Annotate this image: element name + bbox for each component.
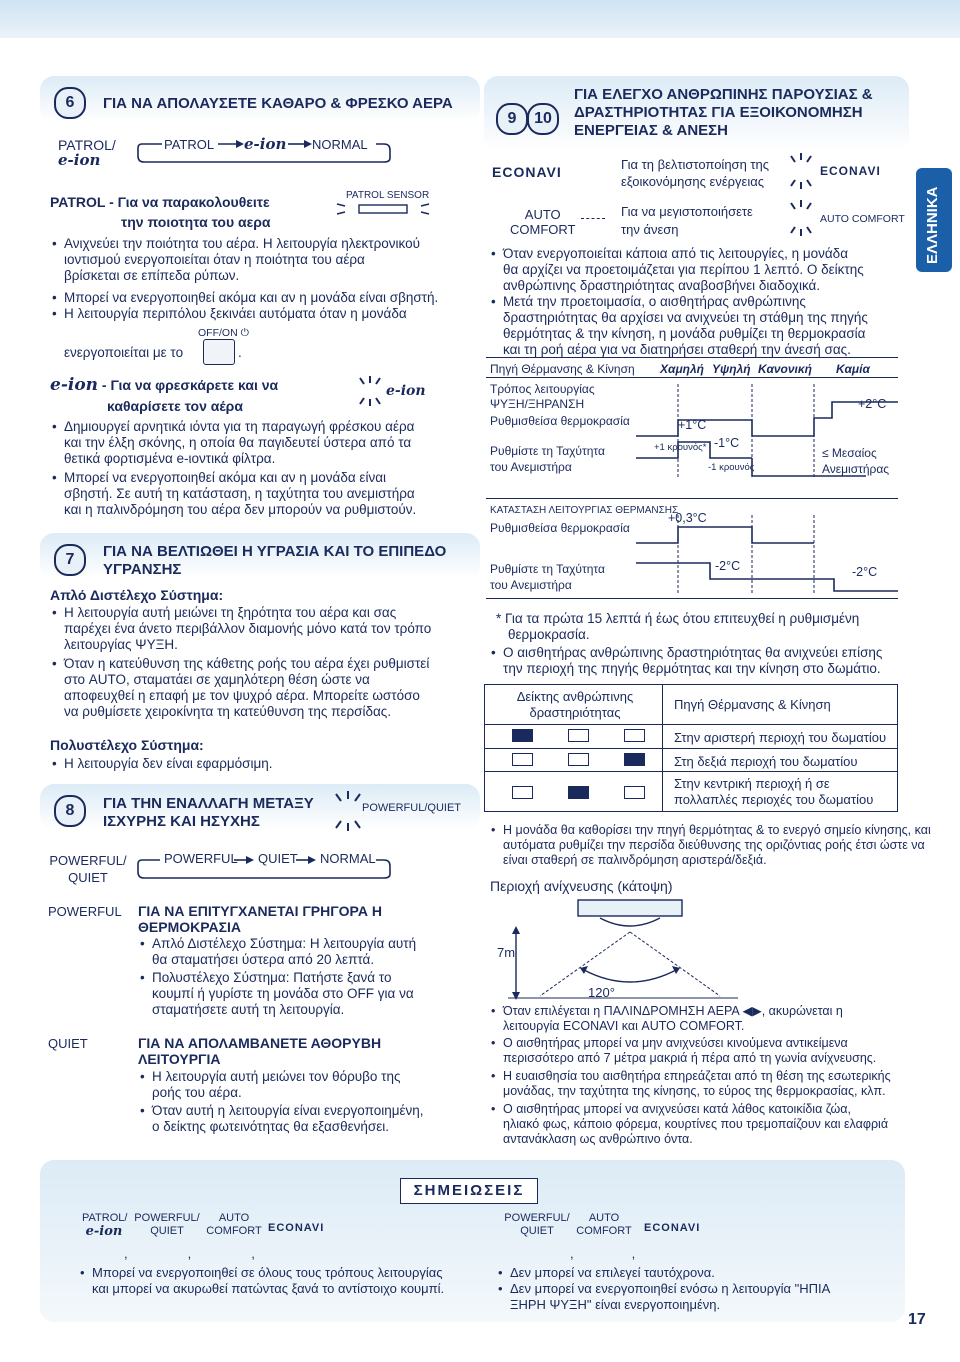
- seq-powerful: POWERFUL: [164, 851, 238, 866]
- notes-label-econavi-right: ECONAVI: [644, 1222, 701, 1234]
- eion-heading-line2: καθαρίσετε τον αέρα: [107, 398, 243, 414]
- cool-set-temp-label: Ρυθμισθείσα θερμοκρασία: [490, 414, 630, 428]
- quiet-bullet-2: • Όταν αυτή η λειτουργία είναι ενεργοποιημένη, ο δείκτης φωτεινότητας θα εξασθενήσει.: [152, 1103, 424, 1135]
- econavi-logo: ECONAVI: [492, 164, 562, 180]
- powerful-title: ΓΙΑ ΝΑ ΕΠΙΤΥΓΧΑΝΕΤΑΙ ΓΡΗΓΟΡΑ Η ΘΕΡΜΟΚΡΑΣΙΑ: [138, 903, 382, 935]
- table-top-line: [486, 357, 898, 358]
- cool-mode-label: Τρόπος λειτουργίας ΨΥΞΗ/ΞΗΡΑΝΣΗ: [490, 382, 595, 411]
- cool-medium-fan: ≤ Μεσαίος Ανεμιστήρας: [822, 446, 890, 476]
- indicator-center-lamp-3: [624, 786, 645, 799]
- section-8-number: 8: [54, 795, 86, 827]
- section-9-number: 9: [496, 103, 528, 135]
- indicator-left-lamp-3: [624, 729, 645, 742]
- powerful-quiet-button-label: POWERFUL/ QUIET: [49, 853, 127, 885]
- section-7-number: 7: [54, 544, 86, 576]
- ind-line-3: [484, 771, 897, 772]
- eion-indicator-label: e-ion: [386, 383, 426, 399]
- level-none: Καμία: [836, 362, 870, 376]
- patrol-eion-button-label: PATROL/ e-ion: [58, 137, 116, 169]
- table-bottom-line: [486, 598, 898, 599]
- period: .: [238, 345, 242, 360]
- indicator-row-right: Στη δεξιά περιοχή του δωματίου: [674, 754, 858, 769]
- indicator-left-lamp-2: [568, 729, 589, 742]
- patrol-bullet-3: • Η λειτουργία περιπόλου ξεκινάει αυτόματα όταν η μονάδα: [64, 306, 407, 322]
- table-footnote: * Για τα πρώτα 15 λεπτά ή έως ότου επιτευχθεί η ρυθμισμένη θερμοκρασία.: [496, 611, 860, 642]
- eion-bullet-1: • Δημιουργεί αρνητικά ιόντα για τη παραγωγή φρέσκου αέρα και την έλξη σκόνης, η οποία θα παγιδευτεί ύστερα από τα θετικά φορτισμένα e-ιοντικά φίλτρα.: [64, 419, 415, 467]
- offon-label: OFF/ON ⏻: [198, 327, 249, 339]
- top-banner: [0, 0, 960, 38]
- section-9-10-title: ΓΙΑ ΕΛΕΓΧΟ ΑΝΘΡΩΠΙΝΗΣ ΠΑΡΟΥΣΙΑΣ & ΔΡΑΣΤΗΡΙΟΤΗΤΑΣ ΓΙΑ ΕΞΟΙΚΟΝΟΜΗΣΗ ΕΝΕΡΓΕΙΑΣ & ΑΝΕΣΗ: [574, 86, 873, 139]
- s910-bullet-3: • Ο αισθητήρας ανθρώπινης δραστηριότητας θα ανιχνεύει επίσης την περιοχή της πηγής θερμότητας και την κίνηση στο δωμάτιο.: [503, 645, 882, 677]
- s910-bullet-5: • Όταν επιλέγεται η ΠΑΛΙΝΔΡΟΜΗΣΗ ΑΕΡΑ ◀▶, ακυρώνεται η λειτουργία ECONAVI και AUTO COMFORT.: [503, 1004, 843, 1034]
- detection-area-heading: Περιοχή ανίχνευσης (κάτοψη): [490, 878, 673, 894]
- level-low: Χαμηλή: [660, 362, 705, 376]
- powerful-bullet-1: • Απλό Διστέλεχο Σύστημα: Η λειτουργία αυτή θα σταματήσει ύστερα από 20 λεπτά.: [152, 936, 416, 968]
- quiet-title: ΓΙΑ ΝΑ ΑΠΟΛΑΜΒΑΝΕΤΕ ΑΘΟΡΥΒΗ ΛΕΙΤΟΥΡΓΙΑ: [138, 1035, 382, 1067]
- table-mid-line: [486, 498, 898, 499]
- patrol-sensor-lamp-icon: [335, 200, 431, 218]
- notes-label-econavi: ECONAVI: [268, 1222, 325, 1234]
- notes-label-auto: AUTO COMFORT: [206, 1212, 262, 1237]
- table-header-line: [486, 377, 898, 378]
- cool-plus1-step: +1 κρουνός*: [654, 442, 707, 453]
- notes-label-powerful: POWERFUL/ QUIET: [134, 1212, 200, 1237]
- section-7-title: ΓΙΑ ΝΑ ΒΕΛΤΙΩΘΕΙ Η ΥΓΡΑΣΙΑ ΚΑΙ ΤΟ ΕΠΙΠΕΔΟ ΥΓΡΑΝΣΗΣ: [103, 543, 447, 578]
- patrol-bullet-2: • Μπορεί να ενεργοποιηθεί ακόμα και αν η μονάδα είναι σβηστή.: [64, 290, 438, 306]
- seq-patrol: PATROL: [164, 137, 215, 152]
- patrol-bullet-3-cont: ενεργοποιείται με το: [64, 345, 184, 360]
- auto-comfort-lamp-icon: [786, 199, 816, 237]
- notes-label-patrol: PATROL/ e-ion: [82, 1212, 128, 1239]
- cool-fan-speed-label: Ρυθμίστε τη Ταχύτητα του Ανεμιστήρα: [490, 444, 605, 474]
- patrol-heading-line2: την ποιοτητα του αερα: [121, 214, 271, 230]
- notes-label-powerful-right: POWERFUL/ QUIET: [504, 1212, 570, 1237]
- indicator-header-left: Δείκτης ανθρώπινης δραστηριότητας: [516, 689, 634, 720]
- quiet-bullet-1: • Η λειτουργία αυτή μειώνει τον θόρυβο της ροής του αέρα.: [152, 1069, 401, 1101]
- econavi-description: Για τη βελτιστοποίηση της εξοικονόμησης ενέργειας: [621, 157, 770, 189]
- indicator-header-right: Πηγή Θέρμανσης & Κίνηση: [674, 697, 831, 712]
- indicator-right-lamp-2: [568, 753, 589, 766]
- level-high: Υψηλή: [712, 362, 751, 376]
- powerful-quiet-lamp-icon: [330, 790, 366, 832]
- s910-bullet-2: • Μετά την προετοιμασία, ο αισθητήρας ανθρώπινης δραστηριότητας θα αρχίσει να ανιχνεύει τη στάθμη της πηγής θερμότητας & την κίνηση, η μονάδα ρυθμίζει τη θερμοκρασία και τη ροή αέρα για να διατηρήσει σταθερή την άνεσή σας.: [503, 294, 868, 358]
- patrol-heading: PATROL - Για να παρακολουθειτε: [50, 194, 270, 210]
- indicator-right-lamp-1: [512, 753, 533, 766]
- ind-line-1: [484, 724, 897, 725]
- econavi-indicator-label: ECONAVI: [820, 164, 881, 178]
- seq-normal: NORMAL: [312, 137, 368, 152]
- heat-set-temp-label: Ρυθμισθείσα θερμοκρασία: [490, 521, 630, 535]
- section-6-title: ΓΙΑ ΝΑ ΑΠΟΛΑΥΣΕΤΕ ΚΑΘΑΡΟ & ΦΡΕΣΚΟ ΑΕΡΑ: [103, 95, 453, 112]
- page-number: 17: [908, 1311, 926, 1328]
- notes-left-bullet: • Μπορεί να ενεργοποιηθεί σε όλους τους τρόπους λειτουργίας και μπορεί να ακυρωθεί πατώντας ξανά το αντίστοιχο κουμπί.: [92, 1265, 444, 1297]
- s910-bullet-4: • Η μονάδα θα καθορίσει την πηγή θερμότητας & το ενεργό σημείο κίνησης, και αυτόματα ρυθμίζει την περσίδα διεύθυνσης της οριζόντιας ροής έτσι ώστε να είναι σταθερή σε παλινδρόμηση αριστερά/δεξιά.: [503, 823, 931, 868]
- notes-label-auto-right: AUTO COMFORT: [576, 1212, 632, 1237]
- eion-heading: e-ion - Για να φρεσκάρετε και να: [50, 375, 279, 395]
- auto-comfort-indicator-label: AUTO COMFORT: [820, 213, 905, 225]
- s910-bullet-6: • Ο αισθητήρας μπορεί να μην ανιχνεύσει κινούμενα αντικείμενα περισσότερο από 7 μέτρα μακριά ή πέρα από τη γωνία ανίχνευσης.: [503, 1036, 876, 1066]
- detection-distance: 7m: [497, 945, 516, 960]
- heat-minus2b: -2°C: [852, 565, 878, 579]
- cool-plus2: +2°C: [858, 397, 887, 411]
- s910-bullet-1: • Όταν ενεργοποιείται κάποια από τις λειτουργίες, η μονάδα θα αρχίζει να προετοιμάζεται για περίπου 1 λεπτό. Ο δείκτης ανθρώπινης δραστηριότητας αναβοσβήνει διαδοχικά.: [503, 246, 864, 294]
- heat-mode-label: ΚΑΤΑΣΤΑΣΗ ΛΕΙΤΟΥΡΓΙΑΣ ΘΕΡΜΑΝΣΗΣ: [490, 505, 679, 516]
- table-header: Πηγή Θέρμανσης & Κίνηση: [490, 362, 635, 376]
- auto-description: Για να μεγιστοποιήσετε την άνεση: [621, 204, 753, 237]
- heat-minus2a: -2°C: [715, 559, 741, 573]
- section-8-title: ΓΙΑ ΤΗΝ ΕΝΑΛΛΑΓΗ ΜΕΤΑΞΥ ΙΣΧΥΡΗΣ ΚΑΙ ΗΣΥΧΗΣ: [103, 795, 314, 830]
- s910-bullet-8: • Ο αισθητήρας μπορεί να ανιχνεύσει κατά λάθος κατοικίδια ζώα, ηλιακό φως, κάποιο φόρεμα, κουρτίνες που τρεμοπαίζουν και ελαφριά αντανάκλαση ως ανθρώπινο όντα.: [503, 1102, 888, 1147]
- powerful-label: POWERFUL: [48, 904, 122, 919]
- indicator-left-lamp-1: [512, 729, 533, 742]
- heat-plus03: +0,3°C: [668, 511, 707, 525]
- level-normal: Κανονική: [758, 362, 813, 376]
- heat-fan-speed-label: Ρυθμίστε τη Ταχύτητα του Ανεμιστήρα: [490, 562, 605, 592]
- offon-button-icon: [203, 339, 235, 365]
- indicator-row-center: Στην κεντρική περιοχή ή σε πολλαπλές περιοχές του δωματίου: [674, 776, 874, 807]
- notes-commas-right: ,,: [570, 1246, 694, 1261]
- section-10-number: 10: [527, 103, 559, 135]
- seq-eion: e-ion: [244, 135, 287, 153]
- notes-right-bullet-2: • Δεν μπορεί να ενεργοποιηθεί ενόσω η λειτουργία "ΗΠΙΑ ΞΗΡΗ ΨΥΞΗ" είναι ενεργοποιημένη.: [510, 1281, 830, 1313]
- notes-commas-left: ,,,: [124, 1246, 315, 1261]
- simple-system-heading: Απλό Διστέλεχο Σύστημα:: [50, 587, 224, 603]
- patrol-sensor-label: PATROL SENSOR: [346, 190, 430, 201]
- notes-right-bullet-1: • Δεν μπορεί να επιλεγεί ταυτόχρονα.: [510, 1265, 715, 1281]
- auto-comfort-label: AUTO COMFORT: [510, 207, 576, 237]
- cool-plus1: +1°C: [678, 418, 707, 432]
- multi-bullet-1: • Η λειτουργία δεν είναι εφαρμόσιμη.: [64, 756, 273, 772]
- auto-dashed-link: [581, 218, 605, 219]
- language-sidebar: ΕΛΛΗΝΙΚΑ: [916, 168, 952, 272]
- detection-area-diagram: [488, 898, 778, 1002]
- indicator-row-left: Στην αριστερή περιοχή του δωματίου: [674, 730, 887, 745]
- simple-bullet-2: • Όταν η κατεύθυνση της κάθετης ροής του αέρα έχει ρυθμιστεί στο AUTO, σταματάει σε χαμηλότερη θέση ώστε να αποφευχθεί η επαφή με τον ψυχρό αέρα. Μπορείτε ωστόσο να ρυθμίσετε χειροκίνητα τη κατεύθυνση της περσίδας.: [64, 656, 429, 720]
- cool-minus1-step: -1 κρουνός: [708, 462, 755, 473]
- detection-angle: 120°: [588, 985, 615, 1000]
- powerful-quiet-label: POWERFUL/QUIET: [362, 802, 462, 814]
- powerful-bullet-2: • Πολυστέλεχο Σύστημα: Πατήστε ξανά το κουμπί ή γυρίστε τη μονάδα στο OFF για να σταματήσετε αυτή τη λειτουργία.: [152, 970, 414, 1018]
- patrol-bullet-1: • Ανιχνεύει την ποιότητα του αέρα. Η λειτουργία ηλεκτρονικού ιοντισμού ενεργοποιείται όταν η ποιότητα του αέρα βρίσκεται σε επίπεδα ρύπων.: [64, 236, 420, 284]
- seq-normal-8: NORMAL: [320, 851, 376, 866]
- eion-lamp-icon: [354, 376, 390, 406]
- simple-bullet-1: • Η λειτουργία αυτή μειώνει τη ξηρότητα του αέρα και σας παρέχει ένα άνετο περιβάλλον διαμονής μόνο κατά τον τρόπο λειτουργίας ΨΥΞΗ.: [64, 605, 431, 653]
- cool-minus1: -1°C: [714, 436, 740, 450]
- quiet-label: QUIET: [48, 1036, 88, 1051]
- seq-quiet: QUIET: [258, 851, 298, 866]
- section-6-number: 6: [54, 87, 86, 119]
- notes-title: ΣΗΜΕΙΩΣΕΙΣ: [400, 1178, 538, 1204]
- econavi-lamp-icon: [786, 152, 816, 190]
- ind-line-2: [484, 748, 897, 749]
- heat-temp-step-graph: [636, 515, 902, 595]
- multi-system-heading: Πολυστέλεχο Σύστημα:: [50, 737, 204, 753]
- indicator-center-lamp-1: [512, 786, 533, 799]
- indicator-right-lamp-3: [624, 753, 645, 766]
- eion-bullet-2: • Μπορεί να ενεργοποιηθεί ακόμα και αν η μονάδα είναι σβηστή. Σε αυτή τη κατάσταση, η ταχύτητα του ανεμιστήρα και η παλινδρόμηση του αέρα δεν μπορούν να ρυθμιστούν.: [64, 470, 416, 518]
- indicator-center-lamp-2: [568, 786, 589, 799]
- s910-bullet-7: • Η ευαισθησία του αισθητήρα επηρεάζεται από τη θέση της εσωτερικής μονάδας, την ταχύτητα της κίνησης, το εύρος της θερμοκρασίας, κλπ.: [503, 1069, 891, 1099]
